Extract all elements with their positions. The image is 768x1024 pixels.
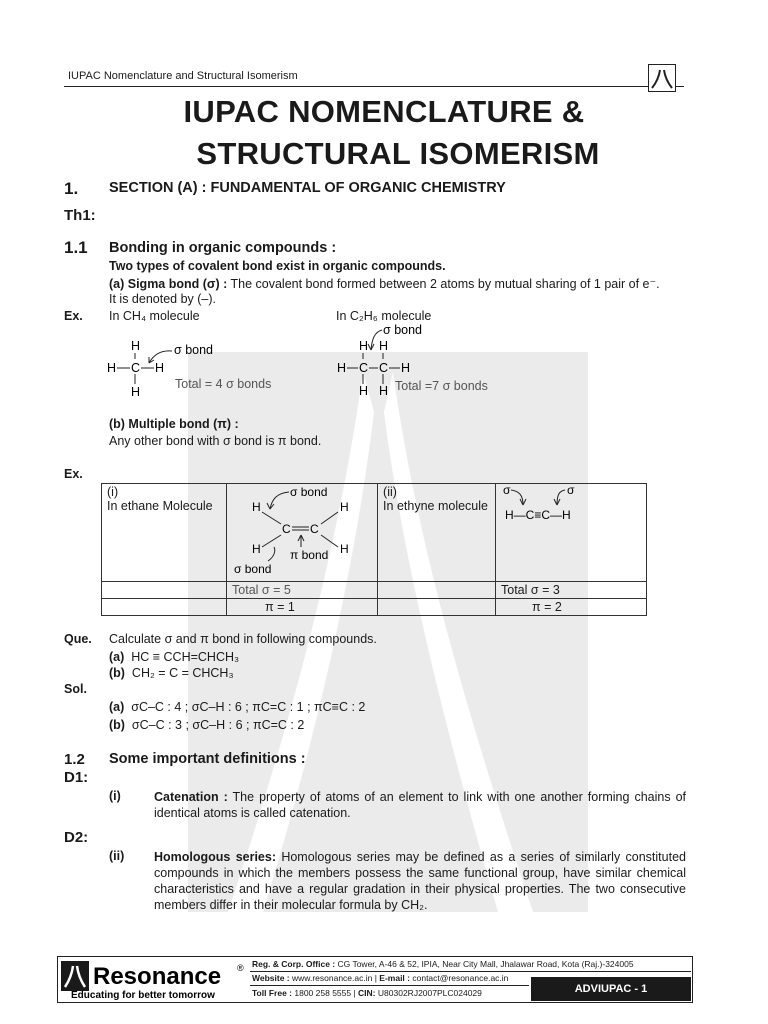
sigma-bond-label: σ bond [383,323,422,337]
atom-h: H [359,339,369,353]
atom-h: H [359,384,369,398]
ethyne-label: In ethyne molecule [383,499,488,513]
running-header: IUPAC Nomenclature and Structural Isomerism [68,70,298,82]
c2h6-structure [335,322,515,400]
atom-c: C [379,361,389,375]
bond-count-table [101,483,647,616]
ch4-caption: In CH₄ molecule [109,309,200,323]
atom-h: H [340,542,349,556]
ethene-total-sigma: Total σ = 5 [227,582,378,599]
table-cell [102,582,227,599]
table-cell [378,582,496,599]
example-label: Ex. [64,467,83,481]
header-rule [64,86,684,87]
ethane-num: (i) [107,485,119,499]
definition-label: D2: [64,829,89,846]
section-number: 1. [64,179,79,198]
catenation-definition [154,789,686,821]
ch4-structure [105,338,285,400]
definition-term: Homologous series: [154,850,276,864]
tollfree-number: 1800 258 5555 [294,988,352,998]
ethyne-pi: π = 2 [496,599,647,616]
footer-logo [57,956,247,1001]
question-item-a [109,650,239,664]
office-address: CG Tower, A-46 & 52, IPIA, Near City Mall, Jhalawar Road, Kota (Raj.)-324005 [337,959,634,969]
sigma-bond-label: σ bond [174,343,213,357]
definition-text: Homologous series may be defined as a series of similarly constituted compounds in which the members possess the same functional group, have similar chemical characteristics and have a regular gradation in their physical properties. The two consecutive members differ in their molecular formula by CH₂. [154,850,686,912]
atom-h: H [131,339,141,353]
subsection-heading: Bonding in organic compounds : [109,240,337,256]
ethene-structure [232,485,372,577]
atom-h: H [252,542,261,556]
theory-label: Th1: [64,207,96,224]
definition-num: (i) [109,789,121,803]
pi-bond-label: π bond [290,548,329,562]
example-label: Ex. [64,309,83,323]
solution-b: σC–C : 3 ; σC–H : 6 ; πC=C : 2 [131,718,305,732]
section-heading: SECTION (A) : FUNDAMENTAL OF ORGANIC CHEMISTRY [109,180,506,196]
atom-h: H [155,361,165,375]
sigma-definition [109,276,660,291]
solution-label: Sol. [64,682,87,696]
atom-h: H [379,384,389,398]
website-link[interactable]: www.resonance.ac.in [292,973,373,983]
email-label: E-mail : [379,973,410,983]
registered-mark: ® [237,963,244,973]
ethyne-structure [501,485,641,525]
item-label: (a) [109,650,125,664]
atom-c: C [131,361,141,375]
table-cell [102,484,227,582]
footer-tollfree: Toll Free : 1800 258 5555 | CIN: U80302RJ2007PLC024029 [252,988,482,998]
solution-item-b [109,718,304,732]
atom-h: H [131,385,141,399]
sigma-denoted: It is denoted by (–). [109,292,217,306]
page-title-line2: STRUCTURAL ISOMERISM [196,136,600,171]
footer-office [252,958,634,971]
bond-types-intro: Two types of covalent bond exist in organic compounds. [109,259,446,273]
ethyne-formula: H—C≡C—H [505,508,571,522]
sigma-label: σ [503,485,511,497]
question-item-b [109,666,234,680]
compound-b: CH₂ = C = CHCH₃ [131,666,234,680]
definition-label: D1: [64,769,89,786]
homologous-series-definition [154,849,686,913]
atom-h: H [379,339,389,353]
ethene-pi: π = 1 [227,599,378,616]
subsection-number: 1.1 [64,238,88,257]
ch4-total: Total = 4 σ bonds [175,377,272,391]
multiple-bond-term: (b) Multiple bond (π) : [109,417,239,431]
item-label: (a) [109,700,125,714]
sigma-bond-label: σ bond [234,562,272,576]
page-tag: ADVIUPAC - 1 [531,977,691,1001]
footer-divider [250,985,529,986]
question-label: Que. [64,632,92,646]
atom-h: H [337,361,347,375]
page-title-line1: IUPAC NOMENCLATURE & [183,94,585,129]
table-cell [102,599,227,616]
email-link[interactable]: contact@resonance.ac.in [412,973,509,983]
ethyne-structure-cell [496,484,647,582]
sigma-term: (a) Sigma bond (σ) : [109,277,228,291]
multiple-bond-text: Any other bond with σ bond is π bond. [109,434,322,448]
sigma-label: σ [567,485,575,497]
website-label: Website : [252,973,290,983]
atom-h: H [340,500,349,514]
table-cell [378,484,496,582]
brand-name: Resonance [93,963,222,990]
cin-label: CIN: [358,988,376,998]
tollfree-label: Toll Free : [252,988,292,998]
ethene-structure-cell [227,484,378,582]
c2h6-total: Total =7 σ bonds [395,379,488,393]
question-text: Calculate σ and π bond in following compounds. [109,632,377,646]
atom-h: H [107,361,117,375]
atom-h: H [252,500,261,514]
compound-a: HC ≡ CCH=CHCH₃ [131,650,240,664]
resonance-mark-icon [648,64,676,92]
sigma-text: The covalent bond formed between 2 atoms by mutual sharing of 1 pair of e⁻. [230,277,660,291]
multiple-bond-definition [109,417,239,431]
subsection-heading: Some important definitions : [109,751,306,767]
table-cell [378,599,496,616]
footer-contact: Website : www.resonance.ac.in | E-mail : contact@resonance.ac.in [252,973,509,983]
cin-number: U80302RJ2007PLC024029 [377,988,482,998]
brand-tagline: Educating for better tomorrow [71,990,215,1001]
definition-num: (ii) [109,849,125,863]
ethyne-total-sigma: Total σ = 3 [496,582,647,599]
subsection-number: 1.2 [64,751,85,768]
item-label: (b) [109,666,125,680]
c2h6-caption: In C₂H₆ molecule [336,309,432,323]
solution-a: σC–C : 4 ; σC–H : 6 ; πC=C : 1 ; πC≡C : 2 [131,700,366,714]
atom-h: H [401,361,411,375]
ethyne-num: (ii) [383,485,397,499]
item-label: (b) [109,718,125,732]
office-label: Reg. & Corp. Office : [252,959,336,969]
ethane-label: In ethane Molecule [107,499,213,513]
atom-c: C [310,522,319,536]
sigma-bond-label: σ bond [290,485,328,499]
definition-text: The property of atoms of an element to link with one another forming chains of identical atoms is called catenation. [154,790,686,820]
solution-item-a [109,700,365,714]
atom-c: C [282,522,291,536]
definition-term: Catenation : [154,790,228,804]
atom-c: C [359,361,369,375]
